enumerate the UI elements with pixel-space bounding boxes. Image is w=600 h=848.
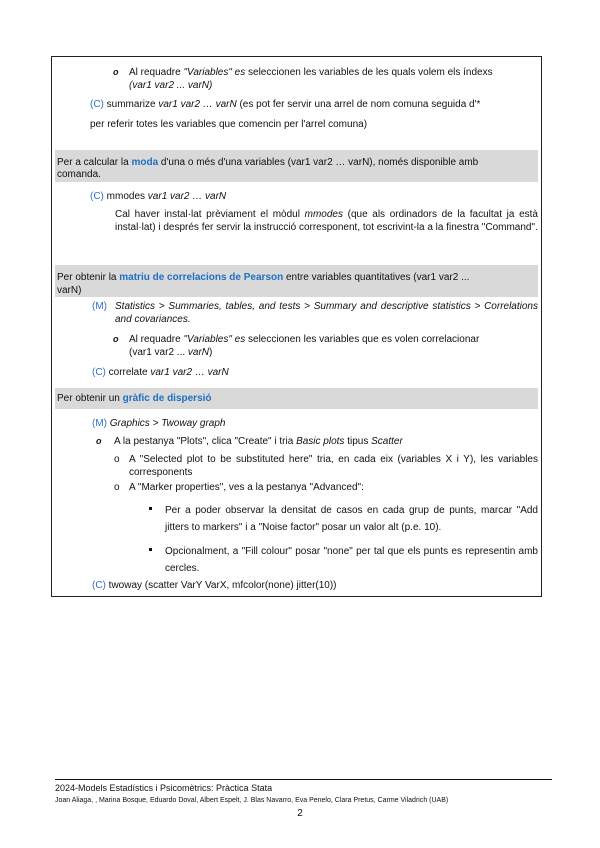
summarize-command: (C) summarize var1 var2 … varN (es pot fer servir una arrel de nom comuna seguida d'* xyxy=(90,99,481,110)
bullet-circle: o xyxy=(113,67,119,77)
footer-authors: Joan Aliaga, , Marina Bosque, Eduardo Doval, Albert Espelt, J. Blas Navarro, Eva Penelo, Clara Pretus, Carme Viladrich (UAB) xyxy=(55,797,449,804)
corr-bullet: Al requadre "Variables" es seleccionen les variables que es volen correlacionar xyxy=(129,334,480,345)
bullet-circle: o xyxy=(113,334,119,344)
summarize-bullet-line2: (var1 var2 ... varN) xyxy=(129,80,213,91)
page-number: 2 xyxy=(297,808,303,819)
mmodes-command: (C) mmodes var1 var2 … varN xyxy=(90,191,227,202)
scatter-bullet-plots: A la pestanya "Plots", clica "Create" i tria Basic plots tipus Scatter xyxy=(114,436,403,447)
bullet-open-circle: o xyxy=(114,482,120,493)
corr-bullet-line2: (var1 var2 ... varN) xyxy=(129,347,213,358)
square-bullet xyxy=(149,507,152,510)
footer-title: 2024-Models Estadístics i Psicomètrics: Pràctica Stata xyxy=(55,783,273,793)
bullet-open-circle: o xyxy=(114,454,120,465)
scatter-sub-fill: Opcionalment, a "Fill colour" posar "none" per tal que els punts es representin amb cercles. xyxy=(165,546,538,574)
twoway-command: (C) twoway (scatter VarY VarX, mfcolor(none) jitter(10)) xyxy=(92,580,337,591)
scatter-intro: Per obtenir un gràfic de dispersió xyxy=(57,393,212,404)
summarize-command-line2: per referir totes les variables que comencin per l'arrel comuna) xyxy=(90,119,368,130)
scatter-menu: (M) Graphics > Twoway graph xyxy=(92,418,226,429)
corr-intro-line2: varN) xyxy=(57,285,82,296)
mmodes-note: Cal haver instal·lat prèviament el mòdul mmodes (que als ordinadors de la facultat ja està instal·lat) i després fer servir la instrucció corresponent, tot escrivint-la a la finestra "Command". xyxy=(115,209,538,233)
scatter-bullet-axes: A "Selected plot to be substituted here" tria, en cada eix (variables X i Y), les variables corresponents xyxy=(129,454,538,478)
correlate-command: (C) correlate var1 var2 … varN xyxy=(92,367,229,378)
moda-intro: Per a calcular la moda d'una o més d'una variables (var1 var2 … varN), només disponible amb xyxy=(57,157,479,168)
square-bullet xyxy=(149,548,152,551)
summarize-bullet: Al requadre "Variables" es seleccionen les variables de les quals volem els índexs xyxy=(129,67,493,78)
scatter-sub-jitter: Per a poder observar la densitat de casos en cada grup de punts, marcar "Add jitters to markers" i a "Noise factor" posar un valor alt (p.e. 10). xyxy=(165,505,538,533)
bullet-circle: o xyxy=(96,436,102,446)
moda-intro-line2: comanda. xyxy=(57,169,101,180)
corr-intro: Per obtenir la matriu de correlacions de Pearson entre variables quantitatives (var1 var2 ... xyxy=(57,272,470,283)
scatter-bullet-marker: A "Marker properties", ves a la pestanya "Advanced": xyxy=(129,482,364,493)
corr-menu-tag: (M) xyxy=(92,301,107,312)
corr-menu-path: Statistics > Summaries, tables, and tests > Summary and descriptive statistics > Correlations and covariances. xyxy=(115,301,538,325)
footer-divider xyxy=(55,779,552,780)
